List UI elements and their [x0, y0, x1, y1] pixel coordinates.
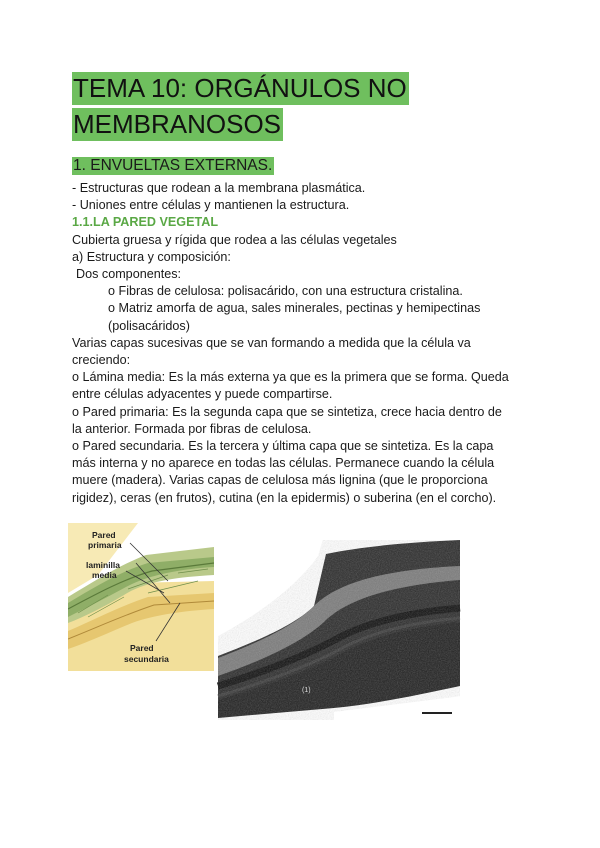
components-label: Dos componentes: — [76, 267, 182, 282]
paragraph-line: más interna y no aparece en todas las células. Permanece cuando la célula — [72, 456, 495, 471]
page-title — [72, 72, 532, 144]
section-heading: 1. ENVUELTAS EXTERNAS. — [73, 157, 273, 174]
intro-line: Cubierta gruesa y rígida que rodea a las células vegetales — [72, 232, 397, 247]
bullet-line: - Uniones entre células y mantienen la estructura. — [72, 198, 350, 213]
title-line-1: TEMA 10: ORGÁNULOS NO — [73, 73, 407, 103]
label-pared-primaria-1: Pared — [92, 530, 116, 540]
title-line-2: MEMBRANOSOS — [73, 109, 282, 139]
micrograph-image — [214, 536, 462, 728]
paragraph-line: muere (madera). Varias capas de celulosa más lignina (que le proporciona — [72, 473, 488, 488]
paragraph-line: Varias capas sucesivas que se van formando a medida que la célula va — [72, 335, 471, 350]
paragraph-line: entre células adyacentes y puede compartirse. — [72, 387, 333, 402]
cell-wall-diagram — [68, 523, 214, 671]
label-pared-secundaria-2: secundaria — [124, 654, 169, 664]
paragraph-line: o Pared primaria: Es la segunda capa que se sintetiza, crece hacia dentro de — [72, 404, 502, 419]
micrograph-label: (1) — [302, 687, 311, 694]
body-text — [72, 180, 532, 507]
subsection-heading: 1.1.LA PARED VEGETAL — [72, 215, 219, 230]
label-pared-primaria-2: primaria — [88, 540, 122, 550]
paragraph-line: o Lámina media: Es la más externa ya que es la primera que se forma. Queda — [72, 370, 509, 385]
paragraph-line: la anterior. Formada por fibras de celulosa. — [72, 421, 312, 436]
paragraph-line: o Pared secundaria. Es la tercera y última capa que se sintetiza. Es la capa — [72, 439, 494, 454]
component-line: o Fibras de celulosa: polisacárido, con una estructura cristalina. — [108, 284, 463, 299]
paragraph-line: creciendo: — [72, 353, 131, 368]
bullet-line: - Estructuras que rodean a la membrana plasmática. — [72, 181, 366, 195]
label-laminilla-1: laminilla — [86, 560, 121, 570]
paragraph-line: rigidez), ceras (en frutos), cutina (en la epidermis) o suberina (en el corcho). — [72, 490, 497, 505]
label-pared-secundaria-1: Pared — [130, 643, 154, 653]
component-line: o Matriz amorfa de agua, sales minerales, pectinas y hemipectinas — [108, 301, 481, 316]
label-laminilla-2: media — [92, 570, 117, 580]
component-line: (polisacáridos) — [108, 318, 190, 333]
item-a-line: a) Estructura y composición: — [72, 249, 231, 264]
